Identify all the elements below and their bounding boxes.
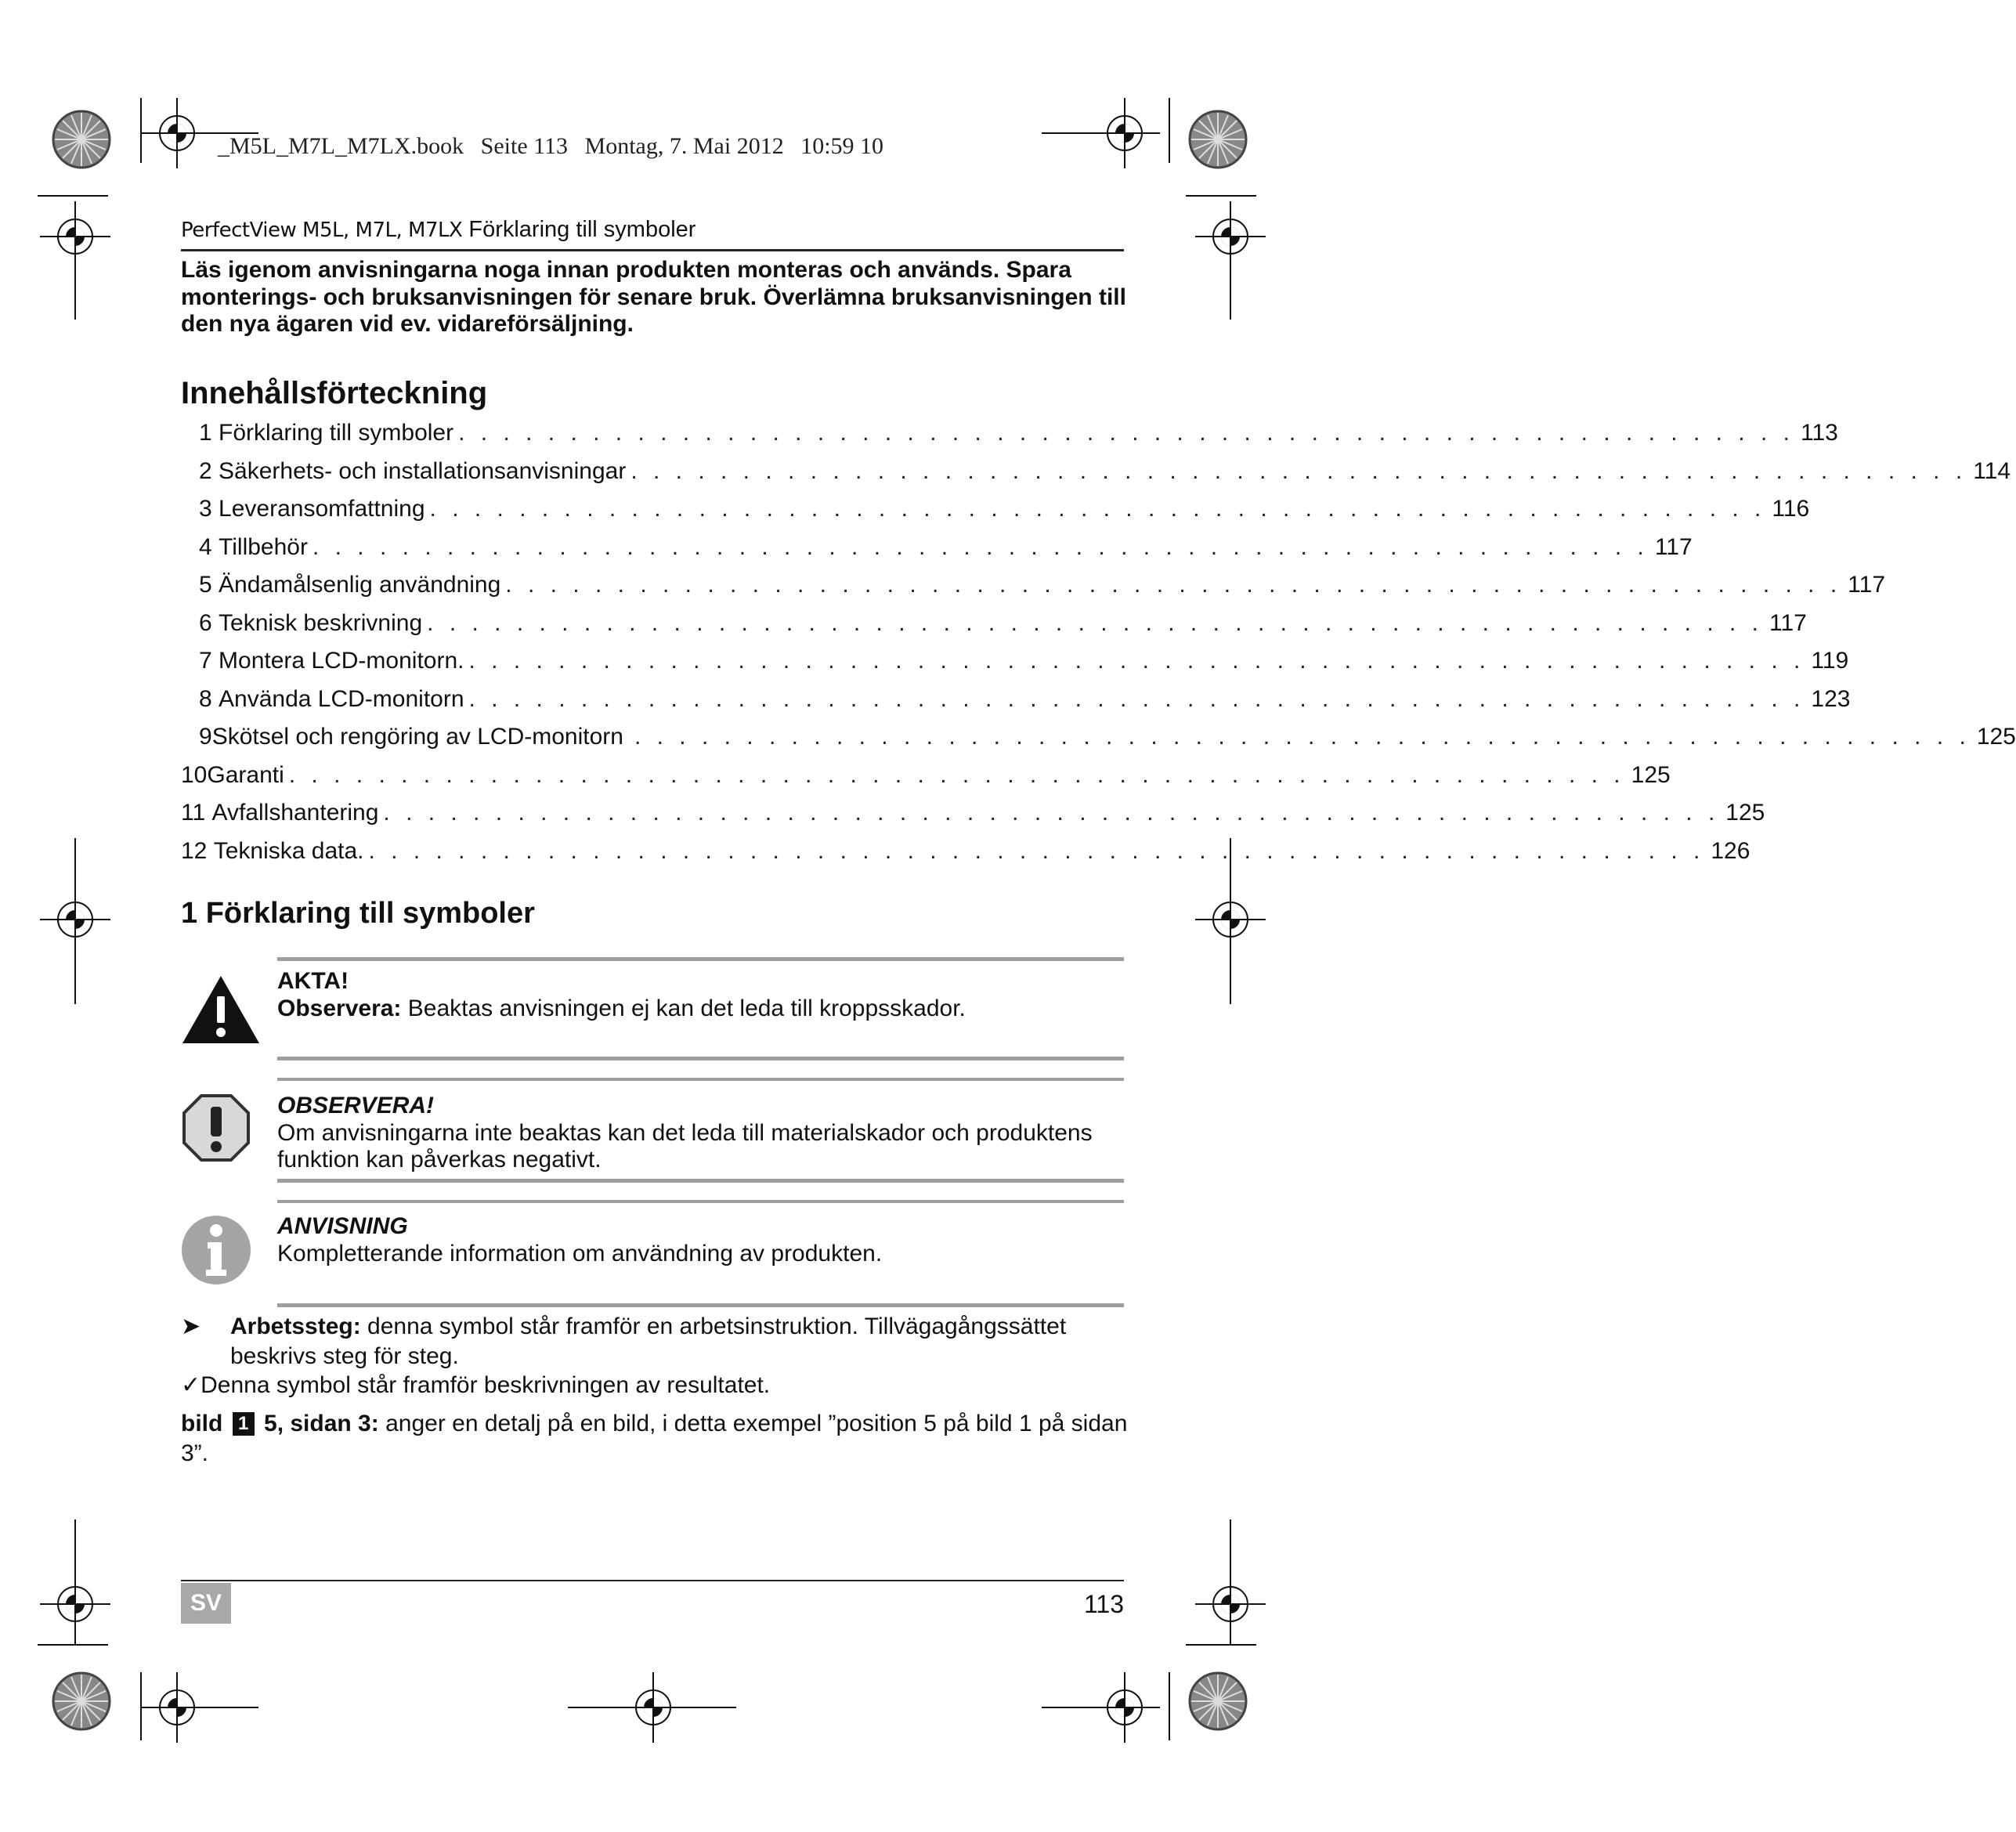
divider [277,1179,1124,1183]
intro-text: Läs igenom anvisningarna noga innan produkten monteras och används. Spara monterings- och bruksanvisningen för senare bruk. Överlämna bruksanvisningen till den nya ägaren vid ev. vidareförsäljning. [181,257,1126,337]
toc-leader: . . . . . . . . . . . . . . . . . . . . . . . . . . . . . . . . . . . . . . . . . . . . . . . . . . . . . . . . . . . . [368,838,1705,864]
toc-entry-number: 12 [181,838,208,864]
section-heading: 1 Förklaring till symboler [181,897,535,930]
note-title: ANVISNING [277,1213,408,1239]
toc-entry-page: 123 [1811,686,1851,712]
footer-rule [181,1580,1124,1581]
result-text: Denna symbol står framför beskrivningen av resultatet. [201,1372,771,1398]
toc-entry-number: 10 [181,762,208,788]
caution-text: Om anvisningarna inte beaktas kan det leda till materialskador och produktens funktion kan påverkas negativt. [277,1119,1093,1173]
toc-leader: . . . . . . . . . . . . . . . . . . . . . . . . . . . . . . . . . . . . . . . . . . . . . . . . . . . . . . . . . . . . [468,686,1805,712]
toc-leader: . . . . . . . . . . . . . . . . . . . . . . . . . . . . . . . . . . . . . . . . . . . . . . . . . . . . . . . . . . . . [458,420,1794,446]
running-section: Förklaring till symboler [468,217,696,242]
registration-mark-icon [1195,1569,1266,1639]
toc-entry-page: 125 [1976,724,2016,750]
info-icon [181,1215,251,1285]
step-arrow-icon: ➤ [181,1313,201,1339]
registration-mark-icon [142,1672,212,1743]
toc-entry-page: 117 [1848,572,1885,598]
registration-mark-icon [1195,884,1266,955]
toc-entry-title: Tillbehör [219,534,308,560]
toc-entry-page: 125 [1631,762,1671,788]
divider [277,1200,1124,1203]
toc-entry-page: 119 [1811,648,1849,674]
toc-entry-number: 1 [199,420,212,446]
note-block [277,1213,1123,1267]
divider [277,1303,1124,1307]
toc-leader: . . . . . . . . . . . . . . . . . . . . . . . . . . . . . . . . . . . . . . . . . . . . . . . . . . . . . . . . . . . . [427,610,1764,636]
print-file: _M5L_M7L_M7LX.book [218,133,464,159]
step-text: denna symbol står framför en arbetsinstruktion. Tillvägagångssättet beskrivs steg för steg. [230,1313,1067,1369]
header-rule [181,249,1124,251]
toc-entry-title: Teknisk beskrivning [219,610,423,636]
toc-entry[interactable] [199,648,1849,679]
toc-leader: . . . . . . . . . . . . . . . . . . . . . . . . . . . . . . . . . . . . . . . . . . . . . . . . . . . . . . . . . . . . [312,534,1649,560]
toc-entry[interactable] [199,724,2016,755]
warning-text: Beaktas anvisningen ej kan det leda till kroppsskador. [407,995,966,1021]
figure-reference-text: anger en detalj på en bild, i detta exempel ”position 5 på bild 1 på sidan 3”. [181,1411,1128,1466]
warning-block [277,968,1123,1022]
toc-entry-title: Skötsel och rengöring av LCD-monitorn [211,724,623,750]
registration-mark-icon [142,98,212,168]
toc-entry-title: Garanti [207,762,284,788]
toc-entry-number: 4 [199,534,212,560]
registration-mark-icon [40,1569,110,1639]
figure-position-label: 5, sidan 3: [264,1411,379,1436]
figure-reference-paragraph [181,1409,1129,1469]
toc-entry-title: Montera LCD-monitorn. [219,648,464,674]
toc-entry-number: 2 [199,458,212,484]
toc-leader: . . . . . . . . . . . . . . . . . . . . . . . . . . . . . . . . . . . . . . . . . . . . . . . . . . . . . . . . . . . . [634,724,1971,750]
toc-entry-number: 3 [199,496,212,522]
print-page: Seite 113 [480,133,569,159]
toc-leader: . . . . . . . . . . . . . . . . . . . . . . . . . . . . . . . . . . . . . . . . . . . . . . . . . . . . . . . . . . . . [630,458,1967,484]
print-date: Montag, 7. Mai 2012 [584,133,784,159]
toc-entry[interactable] [199,610,1807,641]
toc-entry[interactable] [181,762,1671,793]
toc-entry[interactable] [199,496,1810,527]
registration-mark-icon [1195,201,1266,272]
divider [277,957,1124,961]
caution-block [277,1093,1123,1174]
caution-title: OBSERVERA! [277,1093,435,1118]
toc-entry-number: 5 [199,572,212,598]
toc-leader: . . . . . . . . . . . . . . . . . . . . . . . . . . . . . . . . . . . . . . . . . . . . . . . . . . . . . . . . . . . . [429,496,1766,522]
toc-entry-number: 8 [199,686,212,712]
divider [277,1057,1124,1061]
toc-entry[interactable] [199,534,1693,565]
toc-entry-page: 117 [1769,610,1807,636]
product-name: PerfectView M5L, M7L, M7LX [181,219,463,242]
registration-mark-icon [40,884,110,955]
checkmark-icon: ✓ [181,1372,201,1398]
toc-entry[interactable] [199,572,1885,603]
toc-entry[interactable] [181,838,1750,869]
print-header [218,133,894,160]
toc-entry-page: 113 [1800,420,1838,446]
caution-octagon-icon [181,1093,251,1163]
figure-word: bild [181,1411,223,1436]
toc-entry-title: Avfallshantering [211,800,379,826]
toc-entry-number: 11 [181,800,206,826]
running-header [181,217,695,243]
toc-entry-number: 7 [199,648,212,674]
warning-title: AKTA! [277,968,349,994]
toc-entry-page: 117 [1654,534,1693,560]
toc-entry-page: 114 [1973,458,2011,484]
toc-entry-title: Leveransomfattning [219,496,425,522]
registration-mark-icon [618,1672,688,1743]
toc-entry-title: Säkerhets- och installationsanvisningar [219,458,627,484]
toc-entry-number: 6 [199,610,212,636]
toc-entry[interactable] [199,458,2011,490]
language-badge: SV [181,1583,231,1624]
registration-mark-icon [40,201,110,272]
star-mark-icon [53,111,110,168]
toc-leader: . . . . . . . . . . . . . . . . . . . . . . . . . . . . . . . . . . . . . . . . . . . . . . . . . . . . . . . . . . . . [505,572,1842,598]
step-label: Arbetssteg: [230,1313,361,1339]
toc-entry[interactable] [199,686,1851,717]
star-mark-icon [1190,1673,1246,1729]
toc-entry-title: Använda LCD-monitorn [219,686,464,712]
registration-mark-icon [1089,98,1160,168]
registration-mark-icon [1089,1672,1160,1743]
toc-leader: . . . . . . . . . . . . . . . . . . . . . . . . . . . . . . . . . . . . . . . . . . . . . . . . . . . . . . . . . . . . [383,800,1720,826]
toc-entry-title: Tekniska data. [213,838,364,864]
star-mark-icon [1190,111,1246,168]
toc-entry-page: 125 [1725,800,1765,826]
warning-triangle-icon [181,974,261,1045]
figure-number-badge: 1 [233,1412,255,1436]
star-mark-icon [53,1673,110,1729]
toc-heading: Innehållsförteckning [181,376,488,410]
warning-label: Observera: [277,995,402,1021]
toc-entry[interactable] [199,420,1838,451]
toc-entry-page: 126 [1711,838,1750,864]
note-text: Kompletterande information om användning av produkten. [277,1240,883,1267]
toc-entry-number: 9 [199,724,212,750]
divider [277,1078,1124,1081]
step-paragraph [181,1312,1129,1371]
toc-entry[interactable] [181,800,1765,831]
print-time: 10:59 10 [800,133,884,159]
toc-leader: . . . . . . . . . . . . . . . . . . . . . . . . . . . . . . . . . . . . . . . . . . . . . . . . . . . . . . . . . . . . [468,648,1805,674]
toc-leader: . . . . . . . . . . . . . . . . . . . . . . . . . . . . . . . . . . . . . . . . . . . . . . . . . . . . . . . . . . . . [288,762,1625,788]
page-number: 113 [1083,1590,1124,1618]
result-paragraph [181,1371,770,1399]
toc-entry-page: 116 [1772,496,1810,522]
toc-entry-title: Förklaring till symboler [219,420,454,446]
toc-entry-title: Ändamålsenlig användning [219,572,501,598]
